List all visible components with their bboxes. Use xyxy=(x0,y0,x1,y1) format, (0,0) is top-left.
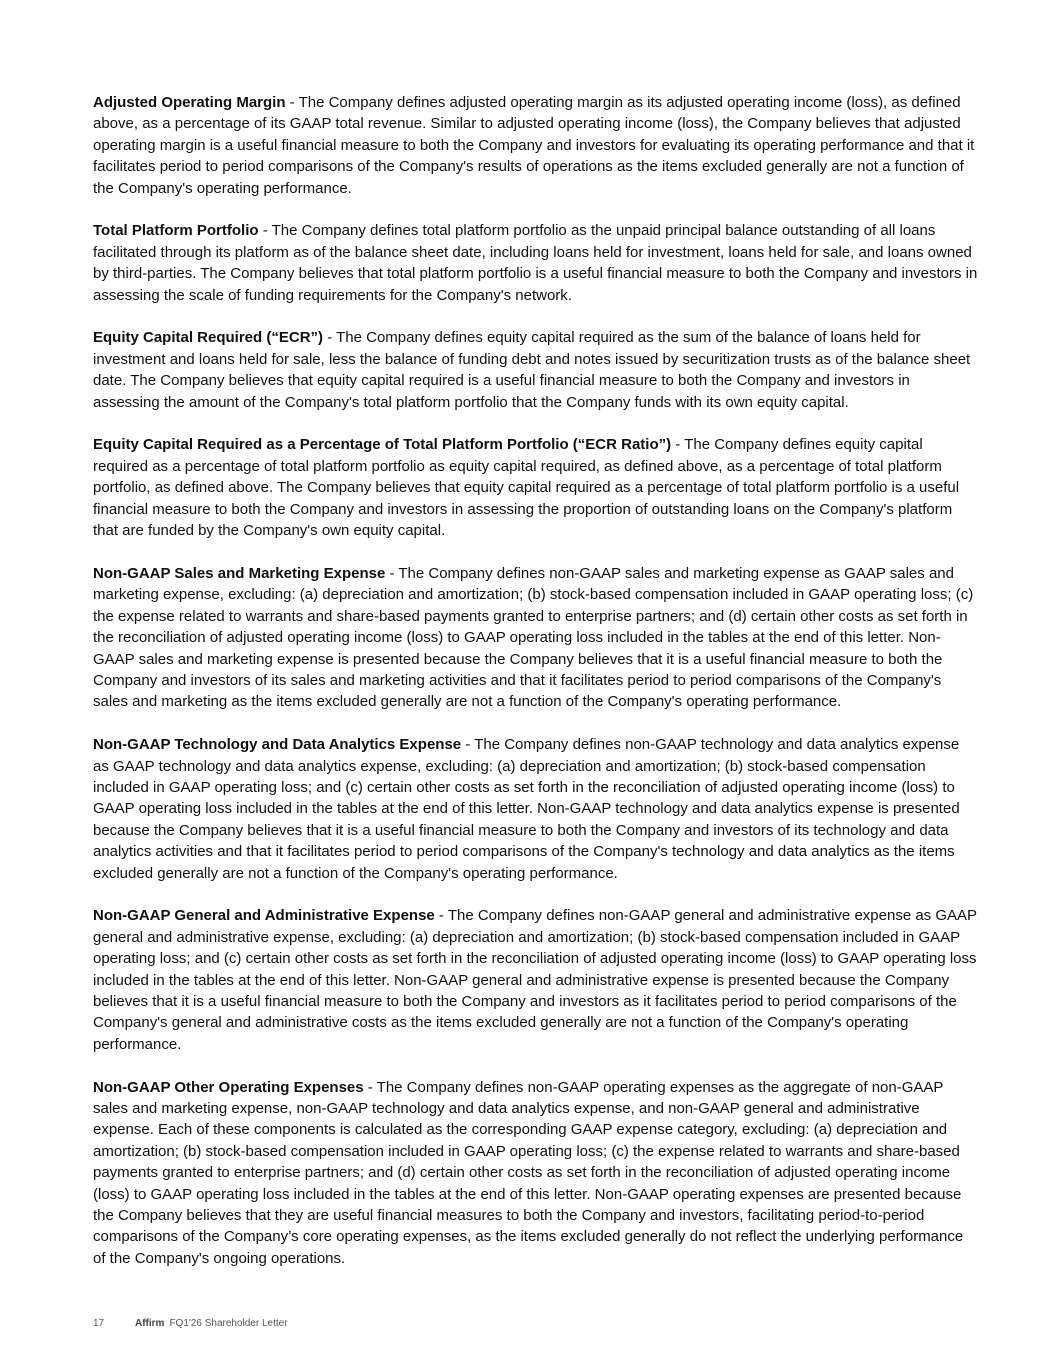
page-number: 17 xyxy=(93,1318,105,1329)
definition-non-gaap-general-administrative xyxy=(93,905,978,1055)
document-body xyxy=(93,92,978,1291)
definition-text: - The Company defines non-GAAP general and administrative expense as GAAP general and administrative expense, excluding: (a) depreciation and amortization; (b) stock-based compensation included in GAAP operating loss; and (c) certain other costs as set forth in the reconciliation of adjusted operating income (loss) to GAAP operating loss included in the tables at the end of this letter. Non-GAAP general and administrative expense is presented because the Company believes that it is a useful financial measure to both the Company and investors as it facilitates period to period comparisons of the Company's general and administrative costs as the items excluded generally are not a function of the Company's operating performance. xyxy=(93,907,977,1053)
page-footer xyxy=(93,1318,288,1329)
document-title: FQ1'26 Shareholder Letter xyxy=(169,1318,288,1329)
definition-term: Total Platform Portfolio xyxy=(93,222,259,240)
definition-total-platform-portfolio xyxy=(93,220,978,306)
definition-text: - The Company defines non-GAAP technology and data analytics expense as GAAP technology and data analytics expense, excluding: (a) depreciation and amortization; (b) stock-based compensation included in GAAP operating loss; and (c) certain other costs as set forth in the reconciliation of adjusted operating income (loss) to GAAP operating loss included in the tables at the end of this letter. Non-GAAP technology and data analytics expense is presented because the Company believes that it is a useful financial measure to both the Company and investors of its technology and data analytics activities and that it facilitates period to period comparisons of the Company's technology and data analytics as the items excluded generally are not a function of the Company's operating performance. xyxy=(93,736,960,882)
definition-term: Non-GAAP Sales and Marketing Expense xyxy=(93,564,386,582)
definition-text: - The Company defines non-GAAP sales and marketing expense as GAAP sales and marketing expense, excluding: (a) depreciation and amortization; (b) stock-based compensation included in GAAP operating loss; (c) the expense related to warrants and share-based payments granted to enterprise partners; and (d) certain other costs as set forth in the reconciliation of adjusted operating income (loss) to GAAP operating loss included in the tables at the end of this letter. Non-GAAP sales and marketing expense is presented because the Company believes that it is a useful financial measure to both the Company and investors of its sales and marketing activities and that it facilitates period to period comparisons of the Company's sales and marketing as the items excluded generally are not a function of the Company's operating performance. xyxy=(93,564,974,711)
definition-text: - The Company defines total platform portfolio as the unpaid principal balance outstanding of all loans facilitated through its platform as of the balance sheet date, including loans held for investment, loans held for sale, and loans owned by third-parties. The Company believes that total platform portfolio is a useful financial measure to both the Company and investors in assessing the scale of funding requirements for the Company's network. xyxy=(93,222,978,304)
definition-text: - The Company defines equity capital required as a percentage of total platform portfolio as equity capital required, as defined above, as a percentage of total platform portfolio, as defined above. The Company believes that equity capital required as a percentage of total platform portfolio is a useful financial measure to both the Company and investors in assessing the proportion of outstanding loans on the Company's platform that are funded by the Company's own equity capital. xyxy=(93,436,960,540)
definition-term: Non-GAAP General and Administrative Expense xyxy=(93,907,435,925)
definition-term: Non-GAAP Technology and Data Analytics Expense xyxy=(93,736,462,754)
definition-text: - The Company defines non-GAAP operating expenses as the aggregate of non-GAAP sales and marketing expense, non-GAAP technology and data analytics expense, and non-GAAP general and administrative expense. Each of these components is calculated as the corresponding GAAP expense category, excluding: (a) depreciation and amortization; (b) stock-based compensation included in GAAP operating loss; (c) the expense related to warrants and share-based payments granted to enterprise partners; and (d) certain other costs as set forth in the reconciliation of adjusted operating income (loss) to GAAP operating loss included in the tables at the end of this letter. Non-GAAP operating expenses are presented because the Company believes that they are useful financial measures to both the Company and investors, facilitating period-to-period comparisons of the Company’s core operating expenses, as the items excluded generally do not reflect the underlying performance of the Company's ongoing operations. xyxy=(93,1078,964,1267)
definition-text: - The Company defines adjusted operating margin as its adjusted operating income (loss), as defined above, as a percentage of its GAAP total revenue. Similar to adjusted operating income (loss), the Company believes that adjusted operating margin is a useful financial measure to both the Company and investors for evaluating its operating performance and that it facilitates period to period comparisons of the Company's results of operations as the items excluded generally are not a function of the Company's operating performance. xyxy=(93,94,975,197)
definition-non-gaap-technology-data-analytics xyxy=(93,734,978,884)
definition-non-gaap-sales-marketing xyxy=(93,563,978,713)
definition-ecr-ratio xyxy=(93,434,978,541)
definition-non-gaap-other-operating-expenses xyxy=(93,1077,978,1270)
definition-text: - The Company defines equity capital required as the sum of the balance of loans held for investment and loans held for sale, less the balance of funding debt and notes issued by securitization trusts as of the balance sheet date. The Company believes that equity capital required is a useful financial measure to both the Company and investors in assessing the amount of the Company's total platform portfolio that the Company funds with its own equity capital. xyxy=(93,329,971,411)
definition-term: Non-GAAP Other Operating Expenses xyxy=(93,1078,364,1096)
definition-adjusted-operating-margin xyxy=(93,92,978,199)
definition-term: Equity Capital Required as a Percentage of Total Platform Portfolio (“ECR Ratio”) xyxy=(93,436,672,454)
brand-name: Affirm xyxy=(135,1318,165,1329)
definition-term: Adjusted Operating Margin xyxy=(93,94,286,111)
definition-term: Equity Capital Required (“ECR”) xyxy=(93,329,324,347)
definition-equity-capital-required xyxy=(93,327,978,413)
